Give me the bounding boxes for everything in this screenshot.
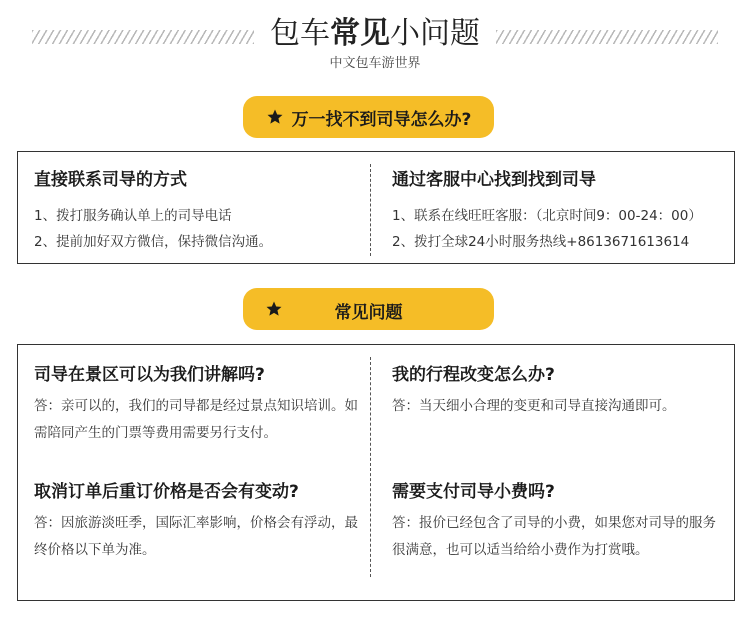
faq-question: 我的行程改变怎么办? — [392, 365, 555, 385]
faq-box — [17, 344, 735, 601]
direct-contact-line-2: 2、提前加好双方微信，保持微信沟通。 — [34, 234, 273, 250]
faq-answer: 答：报价已经包含了司导的小费，如果您对司导的服务很满意，也可以适当给给小费作为打赏哦。 — [392, 515, 716, 558]
direct-contact-line-1: 1、拨打服务确认单上的司导电话 — [34, 208, 232, 224]
faq-question: 需要支付司导小费吗? — [392, 482, 555, 502]
title-part-bold: 常见 — [330, 16, 390, 51]
star-icon — [266, 108, 284, 126]
pill-label: 常见问题 — [334, 303, 403, 323]
page-header — [0, 0, 750, 80]
faq-question: 取消订单后重订价格是否会有变动? — [34, 482, 299, 502]
title-part-1: 包车 — [270, 16, 330, 51]
title-part-3: 小问题 — [390, 16, 480, 51]
service-center-line-1: 1、联系在线旺旺客服：（北京时间9：00-24：00） — [392, 208, 702, 224]
faq-answer: 答：当天细小合理的变更和司导直接沟通即可。 — [392, 398, 676, 414]
faq-question: 司导在景区可以为我们讲解吗? — [34, 365, 265, 385]
section-pill-lost-driver — [243, 96, 494, 138]
column-divider — [370, 164, 371, 256]
decorative-hatch-left — [32, 30, 254, 44]
service-center-title: 通过客服中心找到找到司导 — [392, 170, 596, 190]
contact-methods-box — [17, 151, 735, 264]
pill-label: 万一找不到司导怎么办? — [291, 109, 472, 130]
service-center-line-2: 2、拨打全球24小时服务热线+8613671613614 — [392, 234, 690, 250]
section-pill-faq — [243, 288, 494, 330]
column-divider — [370, 357, 371, 577]
decorative-hatch-right — [496, 30, 718, 44]
direct-contact-title: 直接联系司导的方式 — [34, 170, 187, 190]
faq-answer: 答：因旅游淡旺季，国际汇率影响，价格会有浮动，最终价格以下单为准。 — [34, 515, 358, 558]
page-subtitle: 中文包车游世界 — [329, 56, 421, 71]
faq-answer: 答：亲可以的，我们的司导都是经过景点知识培训。如需陪同产生的门票等费用需要另行支付。 — [34, 398, 358, 441]
page-title — [262, 14, 488, 54]
